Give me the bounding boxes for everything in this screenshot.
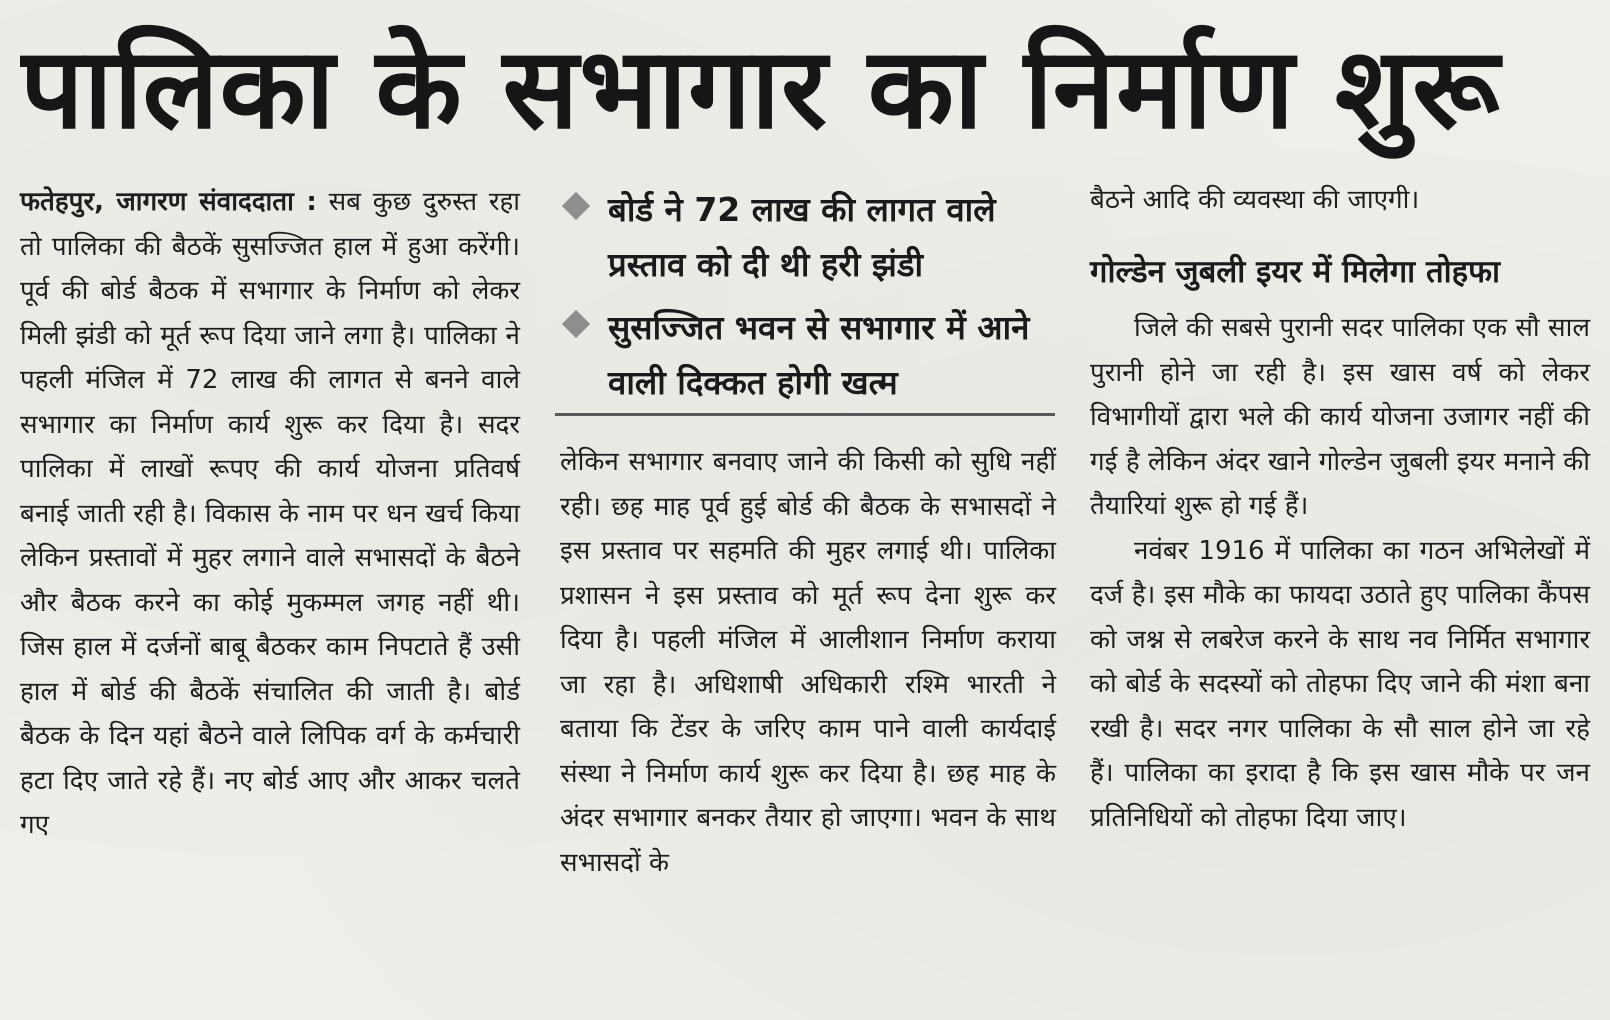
article-column-3-lead: [1090, 178, 1590, 223]
diamond-bullet-icon: [562, 310, 590, 338]
callout-item: [560, 300, 1050, 410]
highlight-callout-box: [560, 182, 1050, 418]
column-3-lead: बैठने आदि की व्यवस्था की जाएगी।: [1090, 185, 1420, 215]
diamond-bullet-icon: [562, 192, 590, 220]
column-1-paragraph: [20, 180, 520, 848]
dateline: फतेहपुर, जागरण संवाददाता :: [20, 187, 317, 217]
column-2-body: लेकिन सभागार बनवाए जाने की किसी को सुधि नहीं रही। छह माह पूर्व हुई बोर्ड की बैठक के सभासदों ने इस प्रस्ताव पर सहमति की मुहर लगाई थी। पालिका प्रशासन ने इस प्रस्ताव को मूर्त रूप देना शुरू कर दिया है। पहली मंजिल में आलीशान निर्माण कराया जा रहा है। अधिशाषी अधिकारी रश्मि भारती ने बताया कि टेंडर के जरिए काम पाने वाली कार्यदाई संस्था ने निर्माण कार्य शुरू कर दिया है। छह माह के अंदर सभागार बनकर तैयार हो जाएगा। भवन के साथ सभासदों के: [560, 447, 1056, 878]
column-1-body: सब कुछ दुरुस्त रहा तो पालिका की बैठकें सुसज्जित हाल में हुआ करेंगी। पूर्व की बोर्ड बैठक में सभागार के निर्माण को लेकर मिली झंडी को मूर्त रूप दिया जाने लगा है। पालिका ने पहली मंजिल में 72 लाख की लागत से बनने वाले सभागार का निर्माण कार्य शुरू कर दिया है। सदर पालिका में लाखों रूपए की कार्य योजना प्रतिवर्ष बनाई जाती रही है। विकास के नाम पर धन खर्च किया लेकिन प्रस्तावों में मुहर लगाने वाले सभासदों के बैठने और बैठक करने का कोई मुकम्मल जगह नहीं थी। जिस हाल में दर्जनों बाबू बैठकर काम निपटाते हैं उसी हाल में बोर्ड की बैठकें संचालित की जाती है। बोर्ड बैठक के दिन यहां बैठने वाले लिपिक वर्ग के कर्मचारी हटा दिए जाते रहे हैं। नए बोर्ड आए और आकर चलते गए: [20, 187, 520, 840]
article-column-1: [20, 180, 520, 848]
article-column-3: [1090, 306, 1590, 840]
subheading: गोल्डेन जुबली इयर में मिलेगा तोहफा: [1090, 254, 1501, 290]
callout-text: सुसज्जित भवन से सभागार में आने वाली दिक्कत होगी खत्म: [608, 308, 1030, 402]
headline: पालिका के सभागार का निर्माण शुरू: [20, 24, 1501, 154]
column-3-paragraph-2: नवंबर 1916 में पालिका का गठन अभिलेखों में दर्ज है। इस मौके का फायदा उठाते हुए पालिका कैंपस को जश्न से लबरेज करने के साथ नव निर्मित सभागार को बोर्ड के सदस्यों को तोहफा दिए जाने की मंशा बना रखी है। सदर नगर पालिका के सौ साल होने जा रहे हैं। पालिका का इरादा है कि इस खास मौके पर जन प्रतिनिधियों को तोहफा दिया जाए।: [1090, 535, 1590, 833]
callout-divider: [555, 413, 1055, 416]
callout-text: बोर्ड ने 72 लाख की लागत वाले प्रस्ताव को दी थी हरी झंडी: [608, 190, 996, 284]
callout-item: [560, 182, 1050, 292]
column-3-paragraph-1: जिले की सबसे पुरानी सदर पालिका एक सौ साल पुरानी होने जा रही है। इस खास वर्ष को लेकर विभागीयों द्वारा भले की कार्य योजना उजागर नहीं की गई है लेकिन अंदर खाने गोल्डेन जुबली इयर मनाने की तैयारियां शुरू हो गई हैं।: [1090, 313, 1590, 521]
article-column-2: [560, 440, 1056, 885]
